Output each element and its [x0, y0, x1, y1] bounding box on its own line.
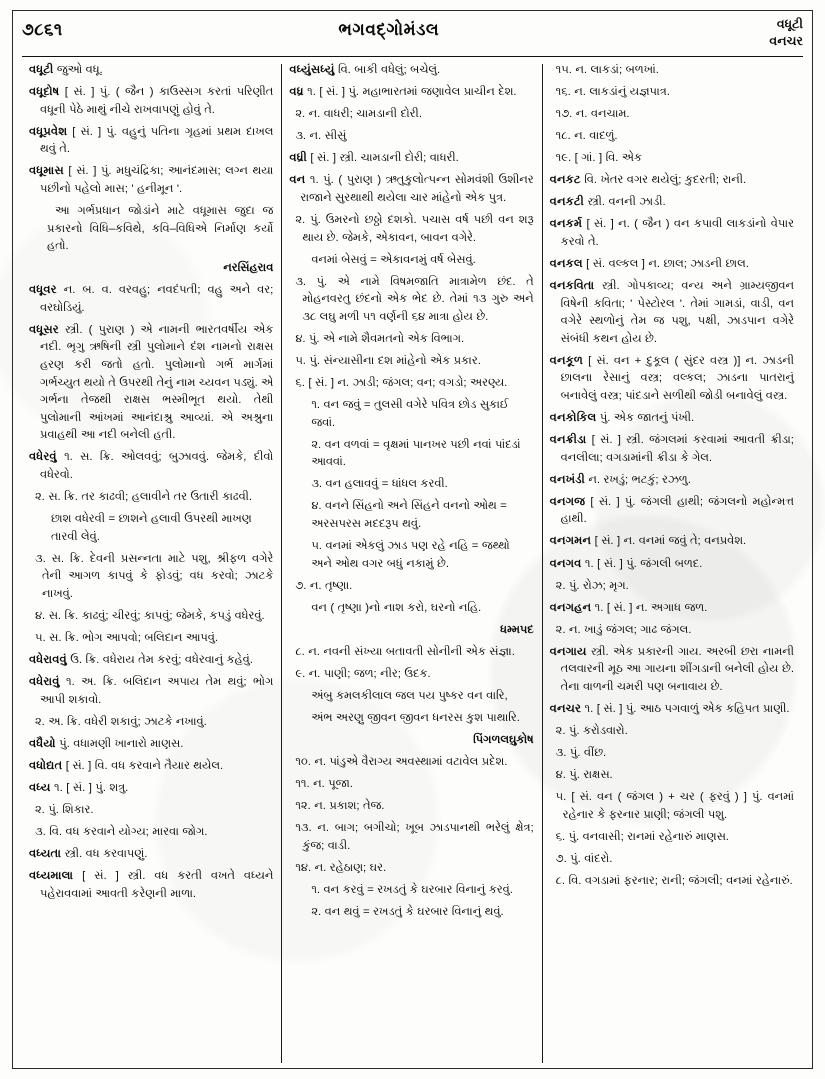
entry-headword: વનગજ [549, 495, 586, 508]
sense-definition: ૨. ન. વાધરી; ચામડાની દોરી. [295, 108, 422, 121]
sense-definition: ૨. અ. ક્રિ. વધેરી શકાવું; ઝાટકે નખાવું. [35, 715, 207, 728]
page-folio-number: ૭૮૬૧ [22, 20, 63, 39]
entry-definition: ૧. સ. ક્રિ. ઓલવવું; બુઝાવવું. જેમકે, દીવો વધેરવો. [40, 451, 274, 481]
entry-headword: વનકર્મ [549, 218, 583, 231]
idiom-example: છાશ વધેરવી = છાશને હલાવી ઉપરથી માખણ તારવી લેવું. [51, 512, 252, 543]
entry-definition: સ્ત્રી. વધ કરવાપણું. [64, 847, 148, 860]
dictionary-entry [29, 868, 273, 903]
header-rule [22, 56, 803, 57]
dictionary-entry [550, 494, 794, 529]
idiom-example: ૫. વનમાં એકલું ઝાડ પણ રહે નહિ = જથ્થો અને ઓથ વગર બધું નકામું છે. [311, 539, 510, 570]
entry-definition: ૧. પું. ( પુરાણ ) ઋતુકુલોત્પન્ન સોમવંશી ઉશીનર રાજાને સુરથાથી થયેલા ચાર માંહેનો એક પુત્ર. [300, 174, 534, 204]
sense-definition: ૨. પું. કરોડવારો. [555, 725, 628, 737]
dictionary-entry [29, 736, 273, 754]
idiom-example: ૧. વન કરવું = રખડતું કે ઘરબાર વિનાનું કરવું. [311, 883, 513, 896]
dictionary-entry [29, 758, 273, 776]
dictionary-entry [550, 410, 794, 428]
idiom-example: ૧. વન જવું = તુલસી વગેરે પવિત્ર છોડ સુકાઈ જવાં. [311, 399, 509, 429]
sense-definition: ૧૬. ન. લાકડાંનું યજ્ઞપાત્ર. [555, 86, 670, 99]
entry-headword: વનકટ [549, 174, 581, 187]
citation-attribution: ધમ્મપદ [500, 623, 534, 636]
dictionary-entry [29, 62, 273, 80]
dictionary-entry [550, 278, 794, 348]
entry-definition: સ્ત્રી. વનની ઝાડી. [587, 196, 666, 209]
entry-definition: [ સં. ] પું. જંગલી હાથી; જંગલનો મહોન્મત્ત હાથી. [560, 495, 794, 526]
dictionary-entry [550, 600, 794, 618]
sense-definition: ૮. ન. નવની સંખ્યા બતાવતી સોનીની એક સંજ્ઞા. [295, 645, 515, 658]
dictionary-entry [289, 172, 533, 207]
idiom-example: ૨. વન વળવાં = વૃક્ષમાં પાનખર પછી નવાં પાંદડાં આવવાં. [311, 438, 521, 469]
dictionary-entry [289, 84, 533, 102]
entry-headword: વનકૂળ [549, 354, 583, 367]
dictionary-entry [29, 780, 273, 798]
entry-definition: ૧. [ સં. ] પું. મહાભારતમાં જણાવેલ પ્રાચીન દેશ. [307, 86, 517, 99]
sense-definition: ૩. સ. ક્રિ. દેવની પ્રસન્નતા માટે પશુ, શ્રીફળ વગેરે તેની આગળ કાપવું કે ફોડવું; વધ કરવો; ઝાટકે નાખવું. [35, 552, 274, 600]
dictionary-entry [550, 216, 794, 251]
entry-headword: વનગહન [549, 601, 592, 614]
dictionary-entry [550, 533, 794, 551]
entry-headword: વનકલ [549, 258, 583, 271]
entry-headword: વધૂવર [29, 284, 57, 297]
guide-word-last: વનચર [769, 33, 803, 48]
entry-headword: વનકવિતા [549, 280, 595, 293]
entry-definition: સ્ત્રી. ગોપકાવ્ય; વન્ય અને ગ્રામ્યજીવન વિષેની કવિતા; ' પેસ્ટોરલ '. તેમાં ગામડાં, વાડી, વન વગેરે સ્થળોનું તેમ જ પશુ, પક્ષી, ઝાડપાન વગેરે સંબંધી કથન હોય છે. [560, 280, 794, 345]
entry-headword: વનચર [549, 702, 582, 715]
dictionary-column-1 [22, 62, 282, 1063]
dictionary-column-2 [282, 62, 542, 1063]
sense-definition: ૫. [ સં. વન ( જંગલ ) + ચર ( ફરવું ) ] પું. વનમાં રહેનાર કે ફરનાર પ્રાણી; જંગલી પશુ. [555, 791, 794, 821]
sense-definition: ૭. ન. તૃષ્ણા. [295, 579, 353, 592]
dictionary-entry [550, 644, 794, 697]
sense-definition: ૨. પું. રોઝ; મૃગ. [555, 579, 629, 592]
entry-definition: [ સં. ] પું. મધુચંદ્રિકા; આનંદમાસ; લગ્ન થયા પછીનો પહેલો માસ; ' હનીમૂન '. [40, 165, 274, 195]
dictionary-entry [550, 472, 794, 490]
entry-definition: ન. બ. વ. વરવહુ; નવદંપતી; વહુ અને વર; વરઘોડિયું. [40, 284, 274, 314]
entry-definition: [ સં. ] ન. ( જૈન ) વન કપાવી લાકડાંનો વેપાર કરવો તે. [560, 218, 794, 248]
dictionary-entry [550, 256, 794, 274]
dictionary-entry [550, 353, 794, 406]
sense-definition: ૧૮. ન. વાદળું. [555, 130, 618, 143]
idiom-example: ૨. વન થવું = રખડતું કે ઘરબાર વિનાનું થવું. [311, 906, 504, 918]
entry-headword: વધેરવું [29, 451, 57, 464]
sense-definition: ૩. ન. સીસું [295, 130, 347, 143]
dictionary-entry [289, 150, 533, 168]
sense-definition: ૬. પું. વનવાસી; રાનમાં રહેનારું માણસ. [555, 830, 729, 843]
entry-headword: વન [289, 174, 306, 187]
dictionary-entry [29, 449, 273, 484]
entry-definition: ૧. [ સં. ] ન. અગાધ જળ. [594, 601, 708, 614]
sense-definition: ૨. પું. શિકાર. [35, 803, 94, 816]
entry-definition: [ સં. ] પું. ( જૈન ) કાઉસ્સગ કરતાં પરિણીત વધૂની પેઠે માથું નીચે રાખવાપણું હોવું તે. [40, 86, 274, 116]
entry-definition: [ સં. ] સ્ત્રી. વધ કરતી વખતે વધ્યને પહેરાવવામાં આવતી કરેણની માળા. [40, 870, 274, 900]
entry-headword: વધ્ય [29, 781, 51, 794]
dictionary-entry [29, 124, 273, 159]
entry-definition: ૧. [ સં. ] પું. જંગલી બળદ. [584, 557, 703, 570]
idiom-example: વન ( તૃષ્ણા )નો નાશ કરો, ઘરનો નહિ. [311, 601, 482, 614]
entry-headword: વધ્યતા [29, 847, 62, 860]
idiom-example: અંભ અરણુ જીવન જીવન ધનરસ કુશ પાથારિ. [311, 711, 520, 724]
entry-definition: વિ. ખેતર વગર થયેલું; કુદરતી; રાની. [584, 174, 747, 187]
dictionary-entry [550, 432, 794, 467]
dictionary-entry [29, 84, 273, 119]
sense-definition: ૨. સ. ક્રિ. તર કાઢવી; હલાવીને તર ઉતારી કાઢવી. [35, 490, 253, 503]
sense-definition: ૧૭. ન. વનચામ. [555, 108, 630, 121]
sense-definition: ૧૫. ન. લાકડાં; બળખાં. [555, 64, 659, 76]
sense-definition: ૩. પું. એ નામે વિષમજાતિ માત્રામેળ છંદ. તે મોહનવરતુ છંદનો એક ભેદ છે. તેમાં ૧૩ ગુરુ અને ૩૮ લઘુ મળી ૫૧ વર્ણની ૬૪ માત્રા હોય છે. [295, 275, 534, 323]
entry-headword: વનગમન [549, 535, 592, 548]
entry-definition: [ સં. ] પું. વહુનું પતિના ગૃહમાં પ્રથમ દાખલ થવું તે. [40, 125, 274, 156]
dictionary-entry [289, 62, 533, 80]
entry-definition: ૧. અ. ક્રિ. બલિદાન અપાય તેમ થવું; ભોગ આપી શકાવો. [40, 675, 274, 706]
entry-headword: વધૂસર [29, 323, 59, 336]
sense-definition: ૩. પું. વીંછ. [555, 747, 607, 760]
entry-definition: [ સં. ] ન. વનમાં જવું તે; વનપ્રવેશ. [594, 535, 747, 548]
dictionary-column-3 [543, 62, 803, 1063]
entry-headword: વનક્રીડા [549, 434, 587, 447]
entry-headword: વધૂમાસ [29, 165, 64, 178]
guide-words [715, 16, 803, 50]
book-title: ભગવદ્ગોમંડલ [338, 20, 440, 39]
entry-definition: જુઓ વધૂ. [56, 64, 103, 76]
entry-headword: વનખંડી [549, 473, 585, 486]
sense-definition: ૩. વિ. વધ કરવાને યોગ્ય; મારવા જોગ. [35, 825, 208, 838]
entry-headword: વનગવ [549, 557, 582, 570]
sense-definition: ૯. ન. પાણી; જળ; નીર; ઉદક. [295, 667, 431, 680]
entry-definition: પું. વધામણી ખાનારો માણસ. [59, 737, 184, 750]
sense-definition: ૧૪. ન. રહેઠાણ; ઘર. [295, 861, 387, 874]
entry-definition: ઉ. ક્રિ. વધેરાય તેમ કરવું; વધેરવાનું કહેવું. [70, 653, 253, 666]
dictionary-entry [550, 194, 794, 212]
entry-definition: [ સં. ] વિ. વધ કરવાને તૈયાર થયેલ. [65, 759, 224, 772]
entry-definition: સ્ત્રી. એક પ્રકારની ગાય. અરબી છરા નામની તલવારની મૂઠ આ ગાયના શીંગડાની બનેલી હોય છે. તેના વાળની ચમરી પણ બનાવાય છે. [560, 645, 794, 693]
usage-note: આ ગર્ભપ્રધાન જોડાંને માટે વધૂમાસ જુદા જ પ્રકારનો વિધિ–કવિથે, કવિ–વિધિએ નિર્માણ કર્યો હતો. [47, 204, 274, 253]
idiom-example: અંબુ કમલકીલાલ જલ પય પુષ્કર વન વારિ, [311, 689, 508, 702]
entry-definition: [ સં. ] સ્ત્રી. ચામડાની દોરી; વાધરી. [310, 152, 459, 165]
dictionary-entry [550, 172, 794, 190]
sense-definition: ૧૦. ન. પાંડુએ વૈરાગ્ય અવસ્થામાં વટાવેલ પ્રદેશ. [295, 756, 508, 769]
entry-headword: વધેરાવું [29, 675, 60, 688]
idiom-example: ૩. વન હલાવવું = ધાંધલ કરવી. [311, 478, 448, 491]
entry-definition: [ સં. વન + દુકૂલ ( સુંદર વસ્ત્ર )] ન. ઝાડની છાલના રેસાનું વસ્ત્ર; વલ્કલ; ઝાડના પાતરાનું બનાવેલું વસ્ત્ર; પાંદડાને સળીથી જોડી બનાવેલું વસ્ત્ર. [560, 354, 794, 402]
entry-headword: વધ્રી [289, 152, 307, 165]
sense-definition: ૫. પું. સંન્યાસીના દશ માંહેનો એક પ્રકાર. [295, 354, 481, 367]
dictionary-entry [29, 652, 273, 670]
entry-headword: વધૈયો [29, 737, 56, 750]
dictionary-entry [29, 322, 273, 445]
sense-definition: ૨. ન. ખાડું જંગલ; ગાઢ જંગલ. [555, 623, 692, 636]
sense-definition: ૪. સ. ક્રિ. કાઢવું; ચીરવું; કાપવું; જેમકે, કપડું વધેરવું. [35, 609, 265, 622]
entry-definition: ૧. [ સં. ] પું. શત્રુ. [54, 781, 129, 794]
entry-headword: વધેરાવવું [29, 653, 67, 666]
sense-definition: ૧૩. ન. બાગ; બગીચો; ખૂબ ઝાડપાનથી ભરેલું ક્ષેત્ર; કુંજ; વાડી. [295, 822, 534, 852]
sense-definition: ૪. પું. રાક્ષસ. [555, 769, 613, 782]
dictionary-entry [29, 282, 273, 317]
dictionary-entry [29, 846, 273, 864]
sense-definition: ૪. પું. એ નામે શૈવમતનો એક વિભાગ. [295, 332, 465, 345]
guide-word-first: વધૂટી [776, 17, 803, 31]
sense-definition: ૭. પું. વાંદરો. [555, 852, 613, 865]
dictionary-entry [29, 163, 273, 198]
entry-definition: ન. રખડું; ભટકું; રઝળુ. [588, 473, 691, 486]
entry-definition: [ સં. ] સ્ત્રી. જંગલમાં કરવામાં આવતી ક્રીડા; વનલીલા; વગડામાંની ક્રીડા કે ગેલ. [560, 434, 794, 464]
sense-definition: ૧૯. [ ગાં. ] વિ. એક [555, 152, 642, 165]
entry-headword: વનકટી [549, 196, 584, 209]
entry-headword: વધ્યુંસધ્યું [289, 64, 335, 76]
sense-definition: ૨. પું. ઉમરનો છઠ્ઠો દશકો. પચાસ વર્ષ પછી વન શરૂ થાય છે. જેમકે, એકાવન, બાવન વગેરે. [295, 213, 534, 244]
entry-definition: સ્ત્રી. ( પુરાણ ) એ નામની ભારતવર્ષીય એક નદી. ભૃગુ ઋષિની સ્ત્રી પુલોમાને દંશ નામનો રાક્ષસ હરણ કરી જતો હતો. પુલોમાનો ગર્ભ માર્ગમાં ગર્ભચ્યુત થયો તે ઉપરથી તેનું નામ ચ્યવન પડ્યું. એ ગર્ભના તેજથી રાક્ષસ ભસ્મીભૂત થયો. તેથી પુલોમાની આંખમાં આનંદાશ્રુ આવ્યાં. એ અશ્રુના પ્રવાહથી આ નદી બનેલી હતી. [40, 323, 274, 442]
entry-headword: વધૂપ્રવેશ [29, 125, 68, 138]
entry-definition: વિ. બાકી વધેલું; બચેલું. [338, 64, 441, 76]
columns-container [22, 62, 803, 1063]
entry-definition: પું. એક જાતનું પંખી. [599, 412, 695, 425]
sense-definition: ૫. સ. ક્રિ. ભોગ આપવો; બલિદાન આપવું. [35, 631, 218, 644]
entry-headword: વનકોકિલ [549, 412, 597, 425]
dictionary-entry [550, 701, 794, 719]
entry-headword: વધ્યમાલા [29, 870, 74, 882]
entry-headword: વધૂટી [29, 64, 54, 76]
entry-definition: ૧. [ સં. ] પું. આઠ પગવાળું એક કહિપત પ્રાણી. [584, 702, 790, 715]
sense-definition: ૮. વિ. વગડામાં ફરનાર; રાની; જંગલી; વનમાં રહેનારું. [555, 874, 793, 887]
entry-headword: વધ્ર [289, 86, 304, 99]
entry-headword: વનગાય [549, 645, 587, 658]
sense-definition: ૬. [ સં. ] ન. ઝાડી; જંગલ; વન; વગડો; અરણ્ય. [295, 376, 508, 389]
entry-headword: વધૂદોષ [29, 86, 60, 99]
citation-attribution: પિંગળલઘુકોષ [473, 734, 534, 746]
sense-definition: ૧૨. ન. પ્રકાશ; તેજ. [295, 800, 385, 813]
dictionary-entry [29, 674, 273, 709]
sense-definition: ૧૧. ન. પૂજા. [295, 778, 353, 791]
dictionary-entry [550, 556, 794, 574]
idiom-example: વનમાં બેસવું = એકાવનમું વર્ષ બેસવું. [311, 253, 476, 266]
entry-headword: વધોદ્યત [29, 759, 63, 772]
idiom-example: ૪. વનને સિંહનો અને સિંહને વનનો ઓથ = અરસપરસ મદદરૂપ થવું. [311, 500, 507, 530]
citation-attribution: નરસિંહરાવ [223, 262, 274, 275]
entry-definition: [ સં. વલ્કલ ] ન. છાલ; ઝાડની છાલ. [586, 258, 749, 271]
